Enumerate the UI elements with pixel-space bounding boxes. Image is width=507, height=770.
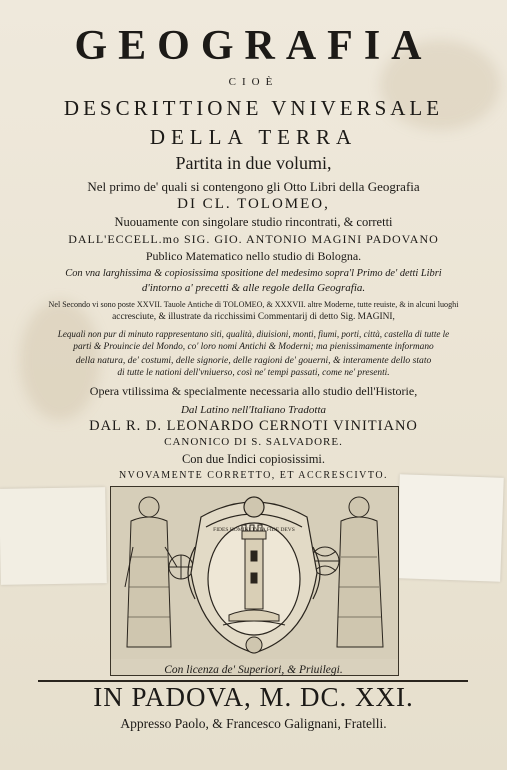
subtitle-line: DESCRITTIONE VNIVERSALE: [63, 96, 444, 120]
text-line: Nuouamente con singolare studio rincontrati, & corretti: [114, 215, 393, 229]
imprint-place-date: IN PADOVA, M. DC. XXI.: [93, 682, 414, 712]
pasted-paper-slip: [0, 487, 107, 585]
text-line: Publico Matematico nello studio di Bologna.: [145, 249, 362, 263]
text-line: Con due Indici copiosissimi.: [181, 452, 326, 466]
imprint-publisher: Appresso Paolo, & Francesco Galignani, Fratelli.: [120, 716, 387, 731]
translator-line: DAL R. D. LEONARDO CERNOTI VINITIANO: [89, 418, 418, 434]
mask-ornament-icon: [246, 637, 262, 653]
editor-line: DALL'ECCELL.mo SIG. GIO. ANTONIO MAGINI PADOVANO: [68, 232, 439, 246]
partita-line: Partita in due volumi,: [175, 153, 332, 173]
author-line: DI CL. TOLOMEO,: [177, 196, 330, 212]
text-line: d'intorno a' precetti & alle regole della Geografia.: [141, 282, 366, 294]
text-line: NVOVAMENTE CORRETTO, ET ACCRESCIVTO.: [118, 470, 389, 481]
text-line: Dal Latino nell'Italiano Tradotta: [180, 404, 327, 416]
book-title: GEOGRAFIA: [74, 23, 433, 69]
text-line: parti & Prouincie del Mondo, co' loro nomi Antichi & Moderni; ma pienissimamente informano: [73, 342, 434, 352]
device-motto: FIDES HOMINI TVTA FIDE DEVS: [213, 527, 295, 533]
text-line: Nel primo de' quali si contengono gli Otto Libri della Geografia: [87, 179, 420, 194]
text-line: Lequali non pur di minuto rappresentano siti, qualità, diuisioni, monti, fiumi, porti, città, castella di tutte le: [57, 329, 450, 339]
subtitle-line-2: DELLA TERRA: [149, 125, 358, 149]
text-line: di tutte le nationi dell'vniuerso, così ne' tempi passati, come ne' presenti.: [117, 368, 390, 378]
text-line: Opera vtilissima & specialmente necessaria allo studio dell'Historie,: [89, 384, 418, 398]
text-line: della natura, de' costumi, delle signorie, delle ragioni de' gouerni, & interamente dello stato: [75, 355, 432, 366]
text-line: accresciute, & illustrate da ricchissimi Commentarij di detto Sig. MAGINI,: [112, 312, 395, 322]
printers-device-woodcut: [110, 486, 399, 676]
pasted-paper-slip: [396, 474, 504, 582]
text-line: CANONICO DI S. SALVADORE.: [164, 436, 343, 448]
text-line: Con vna larghissima & copiosissima spositione del medesimo sopra'l Primo de' detti Libri: [65, 268, 442, 279]
cioe-line: CIOÈ: [228, 76, 279, 88]
license-line: Con licenza de' Superiori, & Priuilegi.: [164, 664, 343, 676]
text-line: Nel Secondo vi sono poste XXVII. Tauole Antiche di TOLOMEO, & XXXVII. altre Moderne, tutte reuiste, & in alcuni luoghi: [48, 300, 459, 309]
woodcut-illustration: [111, 487, 398, 659]
